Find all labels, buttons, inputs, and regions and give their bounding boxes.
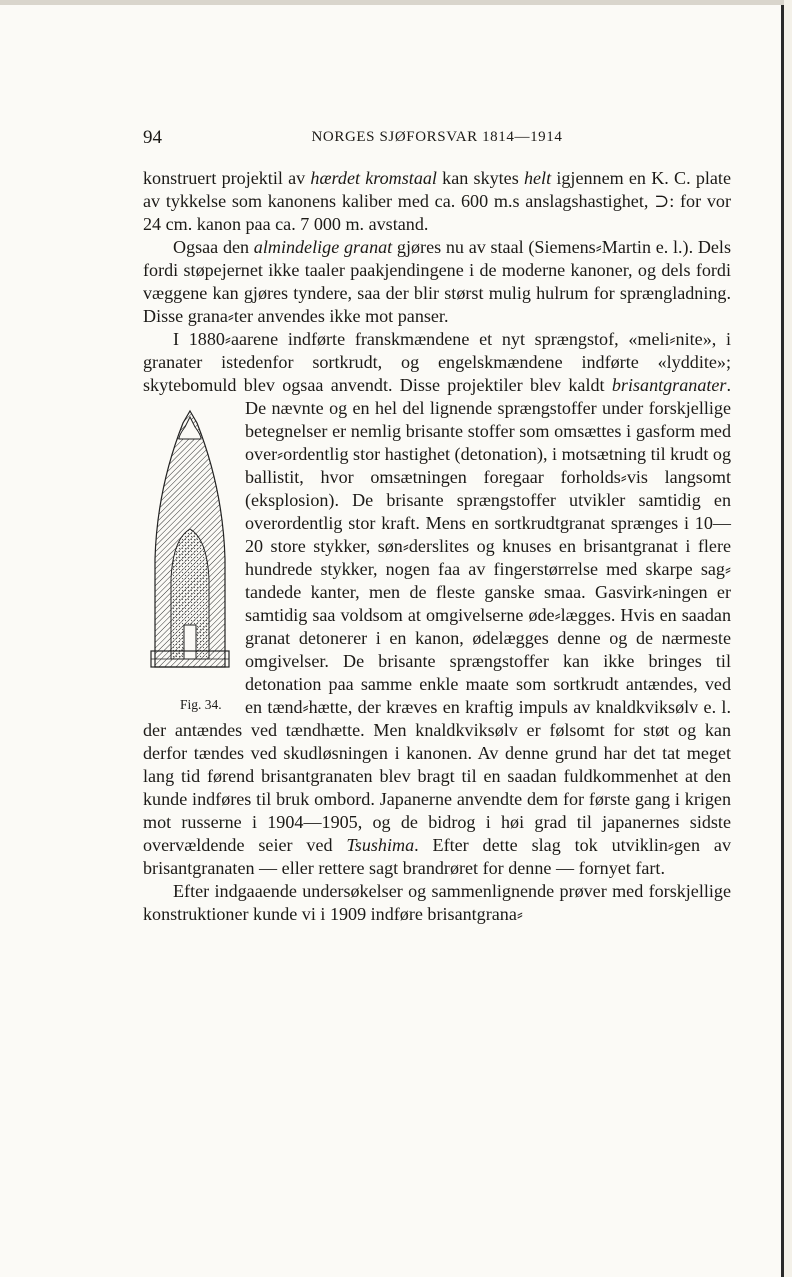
text-run: kan skytes [436,168,524,188]
text-run: De nævnte og en hel del lignende sprængstoffer under forskjellige betegnelser er nemlig brisante stoffer som omsættes i gasform med over⸗ordentlig stor hastighet (detonation), i motsætning til krudt og ballistit, hvor omsætningen foregaar forholds⸗vis langsomt (eksplosion). De brisante sprængstoffer utvikler samtidig en overordentlig stor kraft. Mens en sortkrudtgranat sprænges i 10—20 store stykker, søn⸗derslites og knuses en brisantgranat i flere hundrede stykker, nogen faa av fingerstørrelse med skarpe sag⸗tandede kanter, men de fleste ganske smaa. Gasvirk⸗ningen er samtidig saa voldsom at omgivelserne øde⸗lægges. Hvis en saadan granat detonerer i en kanon, ødelægges denne og de nærmeste omgivelser. De brisante sprængstoffer kan ikke bringes til detonation paa samme enkle maate som sortkrudt antændes, ved en tænd⸗hætte, der kræves en kraftig impuls av knaldkviksølv e. l. der antændes ved tændhætte. Men knaldkviksølv er følsomt for støt og kan derfor tændes ved skudløsningen i kanonen. Av denne grund har det tat meget lang tid førend brisantgranaten blev bragt til en saadan fuldkommenhet at den kunde indføres til bruk ombord. Japanerne anvendte dem for første gang i krigen mot russerne i 1904—1905, og de bidrog i høi grad til japanernes sidste overvældende seier ved [143,398,731,855]
text-run: igjennem en K. C. plate av tykkelse som kanonens kaliber med ca. 600 m.s anslagshastighet, ⊃: for vor 24 cm. kanon paa ca. 7 000 m. avstand. [143,168,731,234]
italic-run: helt [523,168,552,188]
text-run: Ogsaa den [173,237,254,257]
page-number: 94 [143,127,162,148]
italic-run: Tsushima [346,835,415,855]
page-top-edge [0,0,784,5]
text-run: . Efter dette slag tok utviklin⸗gen av brisantgranaten — eller rettere sagt brandrøret for denne — fornyet fart. [143,835,731,878]
text-run: gjøres nu av staal (Siemens⸗Martin e. l.). Dels fordi støpejernet ikke taaler paakjendingene i de moderne kanoner, og dels fordi væggene kan gjøres tyndere, saa der blir størst mulig hulrum for sprængladning. Disse grana⸗ter anvendes ikke mot panser. [143,237,731,326]
figure-34 [143,397,239,719]
italic-run: almindelige granat [253,237,393,257]
paragraph [143,236,731,328]
text-run: Efter indgaaende undersøkelser og sammenlignende prøver med forskjellige konstruktioner kunde vi i 1909 indføre brisantgrana⸗ [143,881,731,924]
shell-cross-section-icon [145,409,235,683]
paragraph [143,328,731,880]
paragraph [143,880,731,926]
running-title: NORGES SJØFORSVAR 1814—1914 [311,129,563,145]
paragraph [143,167,731,236]
running-head [143,127,731,151]
italic-run: hærdet kromstaal [310,168,437,188]
text-run: . [726,375,731,395]
text-run: konstruert projektil av [143,168,311,188]
body-text [143,167,731,926]
text-run: I 1880⸗aarene indførte franskmændene et nyt sprængstof, «meli⸗nite», i granater istedenfor sortkrudt, og engelskmændene indførte «lyddite»; skytebomuld blev ogsaa anvendt. Disse projektiler blev kaldt [143,329,731,395]
italic-run: brisantgranater [611,375,727,395]
figure-caption: Fig. 34. [180,697,222,712]
